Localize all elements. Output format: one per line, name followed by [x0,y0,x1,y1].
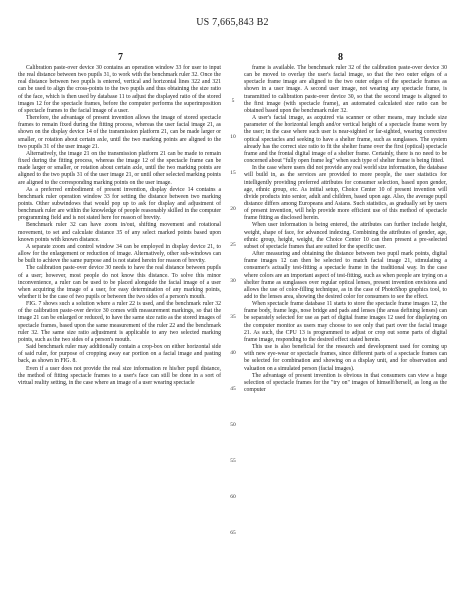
line-number: 5 [231,98,235,104]
line-number: 65 [230,530,236,536]
line-number: 20 [230,206,236,212]
paragraph: Therefore, the advantage of present invention allows the image of stored spectacle frames to remain fixed during the fitting process, whereas the user facial image 21, as shown on the display device 14 of the transmission platform 21, can be made larger or smaller, or rotation about certain axle, until the two marking points are aligned to the two pupils 31 of the user image 21. [18,115,221,150]
column-number-right: 8 [338,52,343,63]
line-number: 25 [230,242,236,248]
paragraph: FIG. 7 shows such a solution where a ruler 22 is used, and the benchmark ruler 32 of the calibration paste-over device 30 comes with measurement markings, so that the image 21 can be enlarged or reduced, to have the same size ratio as the stored images of spectacle frames, based upon the same measurement of the ruler 22 and the benchmark ruler 32. The same size ratio adjustment is applicable to any two selected marking points, such as the two sides of a person's mouth. [18,301,221,343]
line-number: 55 [230,458,236,464]
paragraph: The advantage of present invention is obvious in that consumers can view a huge selection of spectacle frames for the "try on" images of himself/herself, as long as the computer [244,372,447,394]
line-number: 35 [230,314,236,320]
paragraph: Said benchmark ruler may additionally contain a crop-box on either horizontal side of said ruler, for purpose of cropping away ear portion on a facial image and pasting back, as shown in FIG. 8. [18,344,221,365]
paragraph: As a preferred embodiment of present invention, display device 14 contains a benchmark ruler operation window 33 for setting the distance between two marking points. Other subwindows that would pop up to ask for display and adjustment of benchmark ruler are within the knowledge of people reasonably skilled in the computer programming field and is not stated here for reason of brevity. [18,186,221,222]
line-number: 15 [230,170,236,176]
patent-number: US 7,665,843 B2 [196,17,269,28]
column-number-left: 7 [118,52,123,63]
paragraph: In the case where users did not provide any real world size information, the database will build in, as the services are provided to more people, the user statistics for intelligently providing preferred attributes for consumer selection, based upon gender, age, ethnic group, etc. As initial setup, Choice Center 10 of present invention will divide products into senior, adult and children, based upon age. Also, the average pupil distance differs among Europeans and Asians. Such statistics, as gradually set by users of present invention, will help provide more efficient use of this method of spectacle frame fitting as disclosed herein. [244,165,447,222]
paragraph: A user's facial image, as acquired via scanner or other means, may include size parameter of the horizontal length and/or vertical height of a spectacle frame worn by the user; in the case where such user is near-sighted or far-sighted, wearing corrective optical spectacles and seeking to have a shelter frame, such as sunglasses. The system already has the correct size ratio to fit the shelter frame over the first (optical) spectacle frame and the frontal digital image of a shelter frame. Certainly, there is no need to be concerned about "fully open frame leg" when such type of shelter frame is being fitted. [244,115,447,165]
paragraph: Even if a user does not provide the real size information re his/her pupil distance, the method of fitting spectacle frames to a user's face can still be done in a sort of virtual reality setting, in the case where an image of a user wearing spectacle [18,365,221,386]
paragraph: After measuring and obtaining the distance between two pupil mark points, digital frame images 12 can then be selected to match facial image 21, stimulating a consumer's actually test-fitting a spectacle frame in the traditional way. In the case where colors are an important aspect of test-fitting, such as when people are trying on a shelter frame as sunglasses over regular optical lenses, present invention envisions and allows the use of color-filling technique, as in the case of PhotoShop graphics tool, to add to the lenses area, showing the desired color for consumers to see the effect. [244,251,447,300]
line-number: 10 [230,134,236,140]
paragraph: A separate zoom and control window 34 can be employed in display device 21, to allow for the enlargement or reduction of image. Alternatively, other sub-windows can be built to achieve the same purpose and is not stated herein for reason of brevity. [18,243,221,265]
paragraph: frame is available. The benchmark ruler 32 of the calibration paste-over device 30 can be moved to overlay the user's facial image, so that the two outer edges of a spectacle frame image are aligned to the two outer edges of the spectacle frames as shown in a user image. A second user image, not wearing any spectacle frame, is transmitted to calibration paste-over device 30, so that the second image is aligned to the first image (with spectacle frame), an automated calculated size ratio can be obtained based upon the benchmark ruler 32. [244,65,447,114]
line-number: 30 [230,278,236,284]
paragraph: Calibration paste-over device 30 contains an operation window 33 for user to input the real distance between two pupils 31, to work with the benchmark ruler 32. Once the real distance between two pupils is entered, vertical and horizontal lines 322 and 321 can be used to align the cross-points to the two pupils and thus obtaining the size ratio of the face, which is then used by database 11 to adjust the displayed ratio of the stored images 12 for the spectacle frames, before the computer performs the superimposition of spectacle frames to the facial image of a user. [18,65,221,114]
line-number: 40 [230,350,236,356]
paragraph: When spectacle frame database 11 starts to store the spectacle frame images 12, the frame body, frame legs, nose bridge and pads and lenses (the areas defining lenses) can be separately selected for use as part of digital frame images 12 used for displaying on the computer monitor as users may choose to see only that part over the facial image 21. As such, the CPU 13 is programmed to adjust or crop out some parts of digital frame image, responding to the desired effect stated herein. [244,301,447,343]
paragraph: Benchmark ruler 32 can have zoom in/out, shifting movement and rotational movement, to set and calculate distance 35 of any select marked points based upon known points with known distance. [18,222,221,243]
line-number: 60 [230,494,236,500]
line-number: 45 [230,386,236,392]
paragraph: This use is also beneficial for the research and development used for coming up with new eye-wear or spectacle frames, since different parts of a spectacle frames can be selected for combination and showing on a display unit, and for observation and valuation on a simulated person (facial images). [244,344,447,372]
line-number: 50 [230,422,236,428]
paragraph: When user information is being entered, the attributes can further include height, weight, shape of face, for advanced indexing. Combining the attributes of gender, age, ethnic group, height, weight, the Choice Center 10 can then present a pre-selected subset of spectacle frames that are suited for the specific user. [244,222,447,250]
right-text-column [244,65,447,394]
paragraph: Alternatively, the image 21 on the transmission platform 21 can be made to remain fixed during the fitting process, whereas the image 12 of the spectacle frame can be made larger or smaller, or rotation about certain axle, until the two marking points are aligned to the two pupils 31 of the user image 21, or until other selected marking points are aligned to the corresponding marking points on the user image. [18,150,221,186]
paragraph: The calibration paste-over device 30 needs to have the real distance between pupils of a user; however, most people do not know this distance. To solve this minor inconvenience, a ruler can be used to be placed alongside the facial image of a user when acquiring the image of a user, for easy determination of any marking points, whether it be the case of two pupils or between the two sides of a person's mouth. [18,265,221,300]
left-text-column [18,65,221,387]
